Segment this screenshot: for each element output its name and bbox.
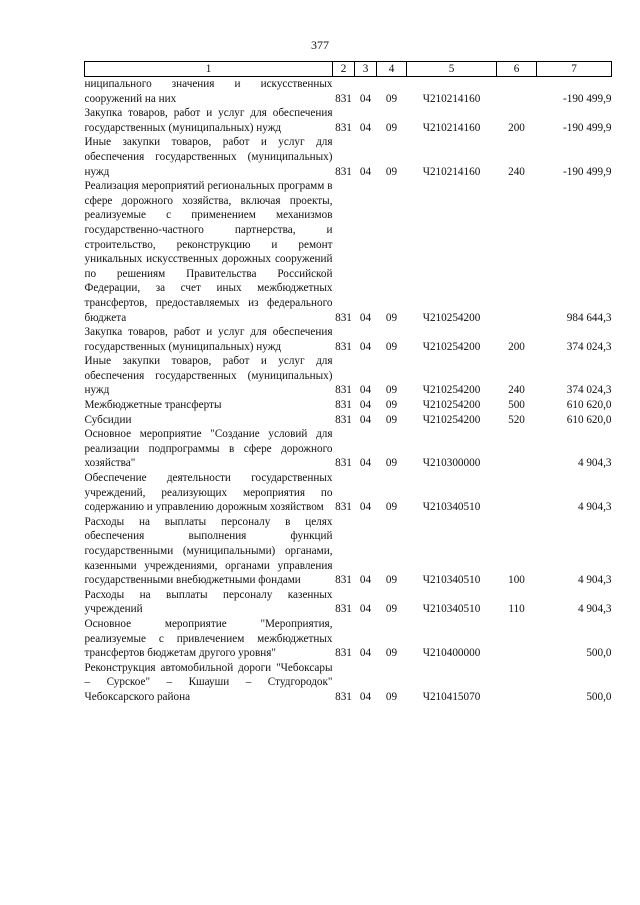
row-amount: 500,0 xyxy=(586,690,612,703)
table-row xyxy=(85,325,612,354)
row-subsection-code: 09 xyxy=(385,647,398,660)
row-expense-type: 240 xyxy=(508,165,525,178)
table-row xyxy=(85,471,612,515)
row-admin-code: 831 xyxy=(335,501,352,514)
row-target-article: Ч210340510 xyxy=(422,501,481,514)
row-amount: 4 904,3 xyxy=(577,603,612,616)
row-section-code: 04 xyxy=(359,603,372,616)
table-body xyxy=(85,77,612,705)
row-target-article: Ч210214160 xyxy=(422,121,481,134)
row-amount: 4 904,3 xyxy=(577,501,612,514)
row-name: Расходы на выплаты персоналу в целях обеспечения выполнения функций государственными (муниципальными) органами, казенными учреждениями, органами управления государственными внебюджетными фондами xyxy=(84,515,333,587)
row-expense-type: 520 xyxy=(508,413,525,426)
row-admin-code: 831 xyxy=(335,647,352,660)
row-section-code: 04 xyxy=(359,399,372,412)
table-row xyxy=(85,413,612,428)
row-target-article: Ч210254200 xyxy=(422,413,481,426)
row-target-article: Ч210300000 xyxy=(422,457,481,470)
row-admin-code: 831 xyxy=(335,165,352,178)
row-target-article: Ч210214160 xyxy=(422,165,481,178)
table-row xyxy=(85,398,612,413)
row-target-article: Ч210340510 xyxy=(422,603,481,616)
row-admin-code: 831 xyxy=(335,311,352,324)
row-subsection-code: 09 xyxy=(385,574,398,587)
row-amount: 610 620,0 xyxy=(566,413,612,426)
row-admin-code: 831 xyxy=(335,457,352,470)
table-row xyxy=(85,354,612,398)
row-subsection-code: 09 xyxy=(385,457,398,470)
table-header xyxy=(85,62,612,77)
row-expense-type: 100 xyxy=(508,574,525,587)
row-expense-type xyxy=(497,617,537,661)
row-expense-type: 500 xyxy=(508,399,525,412)
row-name: ниципального значения и искусственных сооружений на них xyxy=(84,78,333,105)
row-name: Иные закупки товаров, работ и услуг для обеспечения государственных (муниципальных) нужд xyxy=(84,355,333,397)
row-subsection-code: 09 xyxy=(385,413,398,426)
row-name: Межбюджетные трансферты xyxy=(84,399,222,412)
row-name: Расходы на выплаты персоналу казенных учреждений xyxy=(84,588,333,616)
row-expense-type: 110 xyxy=(508,603,525,616)
row-name: Иные закупки товаров, работ и услуг для обеспечения государственных (муниципальных) нужд xyxy=(84,136,333,178)
page-number: 377 xyxy=(311,38,329,52)
row-section-code: 04 xyxy=(359,574,372,587)
column-header-3: 3 xyxy=(355,62,377,77)
row-target-article: Ч210415070 xyxy=(422,690,481,703)
row-name: Основное мероприятие "Мероприятия, реализуемые с привлечением межбюджетных трансфертов бюджетам другого уровня" xyxy=(84,617,333,660)
row-admin-code: 831 xyxy=(335,121,352,134)
row-subsection-code: 09 xyxy=(385,690,398,703)
row-amount: 4 904,3 xyxy=(577,457,612,470)
row-subsection-code: 09 xyxy=(385,603,398,616)
budget-table xyxy=(84,61,612,705)
row-section-code: 04 xyxy=(359,501,372,514)
table-row xyxy=(85,515,612,588)
row-subsection-code: 09 xyxy=(385,340,398,353)
column-header-4: 4 xyxy=(377,62,407,77)
row-name: Реализация мероприятий региональных программ в сфере дорожного хозяйства, включая проекты, реализуемые с применением механизмов государственно-частного партнерства, и строительство, реконструкцию и ремонт уникальных искусственных дорожных сооружений по решениям Правительства Российской Федерации, за счет иных межбюджетных трансфертов, предоставляемых из федерального бюджета xyxy=(84,180,333,324)
row-subsection-code: 09 xyxy=(385,165,398,178)
row-name: Закупка товаров, работ и услуг для обеспечения государственных (муниципальных) нужд xyxy=(84,326,333,353)
row-subsection-code: 09 xyxy=(385,501,398,514)
row-expense-type: 240 xyxy=(508,384,525,397)
row-section-code: 04 xyxy=(359,340,372,353)
row-amount: 500,0 xyxy=(586,647,612,660)
row-subsection-code: 09 xyxy=(385,311,398,324)
row-target-article: Ч210400000 xyxy=(422,647,481,660)
row-admin-code: 831 xyxy=(335,340,352,353)
row-section-code: 04 xyxy=(359,92,372,105)
row-target-article: Ч210340510 xyxy=(422,574,481,587)
row-expense-type xyxy=(497,471,537,515)
row-name: Реконструкция автомобильной дороги "Чебоксары – Сурское" – Кшауши – Студгородок" Чебоксарского района xyxy=(84,661,333,703)
row-section-code: 04 xyxy=(359,413,372,426)
row-amount: 374 024,3 xyxy=(566,340,612,353)
row-section-code: 04 xyxy=(359,121,372,134)
row-section-code: 04 xyxy=(359,384,372,397)
column-header-5: 5 xyxy=(407,62,497,77)
column-header-6: 6 xyxy=(497,62,537,77)
row-amount: -190 499,9 xyxy=(563,121,612,134)
row-section-code: 04 xyxy=(359,647,372,660)
row-target-article: Ч210254200 xyxy=(422,311,481,324)
row-expense-type: 200 xyxy=(508,340,525,353)
column-header-1: 1 xyxy=(85,62,333,77)
table-row xyxy=(85,427,612,471)
row-subsection-code: 09 xyxy=(385,384,398,397)
row-expense-type xyxy=(497,661,537,705)
row-name: Субсидии xyxy=(84,413,132,426)
row-admin-code: 831 xyxy=(335,574,352,587)
row-amount: -190 499,9 xyxy=(563,165,612,178)
row-amount: -190 499,9 xyxy=(563,92,612,105)
row-subsection-code: 09 xyxy=(385,121,398,134)
table-row xyxy=(85,588,612,617)
row-amount: 984 644,3 xyxy=(566,311,612,324)
row-admin-code: 831 xyxy=(335,690,352,703)
row-expense-type xyxy=(497,179,537,325)
row-section-code: 04 xyxy=(359,311,372,324)
table-row xyxy=(85,106,612,135)
row-name: Основное мероприятие "Создание условий для реализации подпрограммы в сфере дорожного хозяйства" xyxy=(84,428,333,470)
row-admin-code: 831 xyxy=(335,413,352,426)
row-admin-code: 831 xyxy=(335,603,352,616)
row-admin-code: 831 xyxy=(335,384,352,397)
row-section-code: 04 xyxy=(359,457,372,470)
row-expense-type: 200 xyxy=(508,121,525,134)
row-amount: 610 620,0 xyxy=(566,399,612,412)
table-row xyxy=(85,77,612,107)
row-subsection-code: 09 xyxy=(385,92,398,105)
table-row xyxy=(85,617,612,661)
header-row xyxy=(85,62,612,77)
row-amount: 374 024,3 xyxy=(566,384,612,397)
column-header-2: 2 xyxy=(333,62,355,77)
row-subsection-code: 09 xyxy=(385,399,398,412)
row-target-article: Ч210254200 xyxy=(422,340,481,353)
row-name: Закупка товаров, работ и услуг для обеспечения государственных (муниципальных) нужд xyxy=(84,107,333,134)
row-expense-type xyxy=(497,427,537,471)
column-header-7: 7 xyxy=(537,62,612,77)
row-section-code: 04 xyxy=(359,165,372,178)
row-expense-type xyxy=(497,77,537,107)
row-target-article: Ч210254200 xyxy=(422,399,481,412)
table-row xyxy=(85,661,612,705)
row-admin-code: 831 xyxy=(335,399,352,412)
row-name: Обеспечение деятельности государственных учреждений, реализующих мероприятия по содержанию и управлению дорожным хозяйством xyxy=(84,472,333,514)
row-section-code: 04 xyxy=(359,690,372,703)
row-admin-code: 831 xyxy=(335,92,352,105)
table-row xyxy=(85,179,612,325)
row-target-article: Ч210254200 xyxy=(422,384,481,397)
table-row xyxy=(85,135,612,179)
row-amount: 4 904,3 xyxy=(577,574,612,587)
row-target-article: Ч210214160 xyxy=(422,92,481,105)
